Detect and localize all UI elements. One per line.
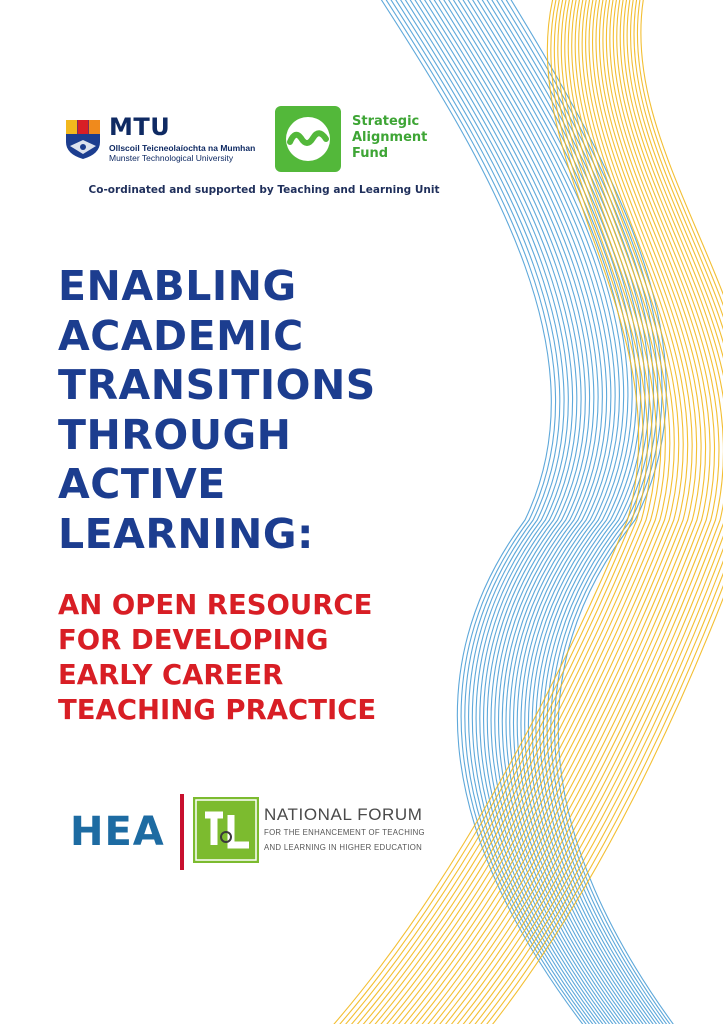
hea-logo: HEA — [70, 809, 165, 855]
national-forum-line: FOR THE ENHANCEMENT OF TEACHING — [264, 828, 425, 837]
saf-line: Fund — [352, 146, 389, 161]
coordination-note: Co-ordinated and supported by Teaching and Learning Unit — [88, 184, 440, 196]
blue-wave-line — [428, 0, 632, 1024]
national-forum-title: NATIONAL FORUM — [264, 805, 423, 824]
subtitle-line: TEACHING PRACTICE — [58, 694, 377, 726]
national-forum-line: AND LEARNING IN HIGHER EDUCATION — [264, 843, 423, 852]
mtu-shield-icon — [64, 116, 102, 160]
title-line: ENABLING — [58, 262, 297, 310]
mtu-english-name: Munster Technological University — [109, 153, 234, 163]
tl-monogram-icon — [193, 797, 259, 863]
blue-wave-line — [476, 0, 665, 1024]
saf-wave-icon — [275, 106, 341, 172]
subtitle-line: AN OPEN RESOURCE — [58, 589, 373, 621]
hea-divider — [180, 794, 184, 870]
saf-line: Strategic — [352, 114, 420, 129]
title-line: THROUGH — [58, 410, 292, 459]
mtu-irish-name: Ollscoil Teicneolaíochta na Mumhan — [109, 143, 256, 153]
saf-name — [352, 114, 427, 162]
subtitle-line: EARLY CAREER — [58, 659, 284, 691]
mtu-logo — [64, 112, 264, 162]
strategic-alignment-fund-logo — [275, 106, 341, 172]
saf-line: Alignment — [352, 130, 428, 145]
title-line: ACTIVE — [58, 460, 226, 508]
blue-wave-line — [447, 0, 645, 1024]
teaching-learning-logo — [193, 797, 259, 863]
subtitle-line: FOR DEVELOPING — [58, 624, 329, 656]
blue-wave-line — [442, 0, 641, 1024]
title-line: ACADEMIC — [58, 311, 304, 360]
title-line: TRANSITIONS — [58, 361, 376, 409]
mtu-name: MTU — [109, 113, 171, 141]
subtitle — [58, 588, 376, 728]
yellow-wave-line — [397, 0, 697, 1024]
title-line: LEARNING: — [58, 509, 314, 558]
main-title — [58, 262, 376, 559]
